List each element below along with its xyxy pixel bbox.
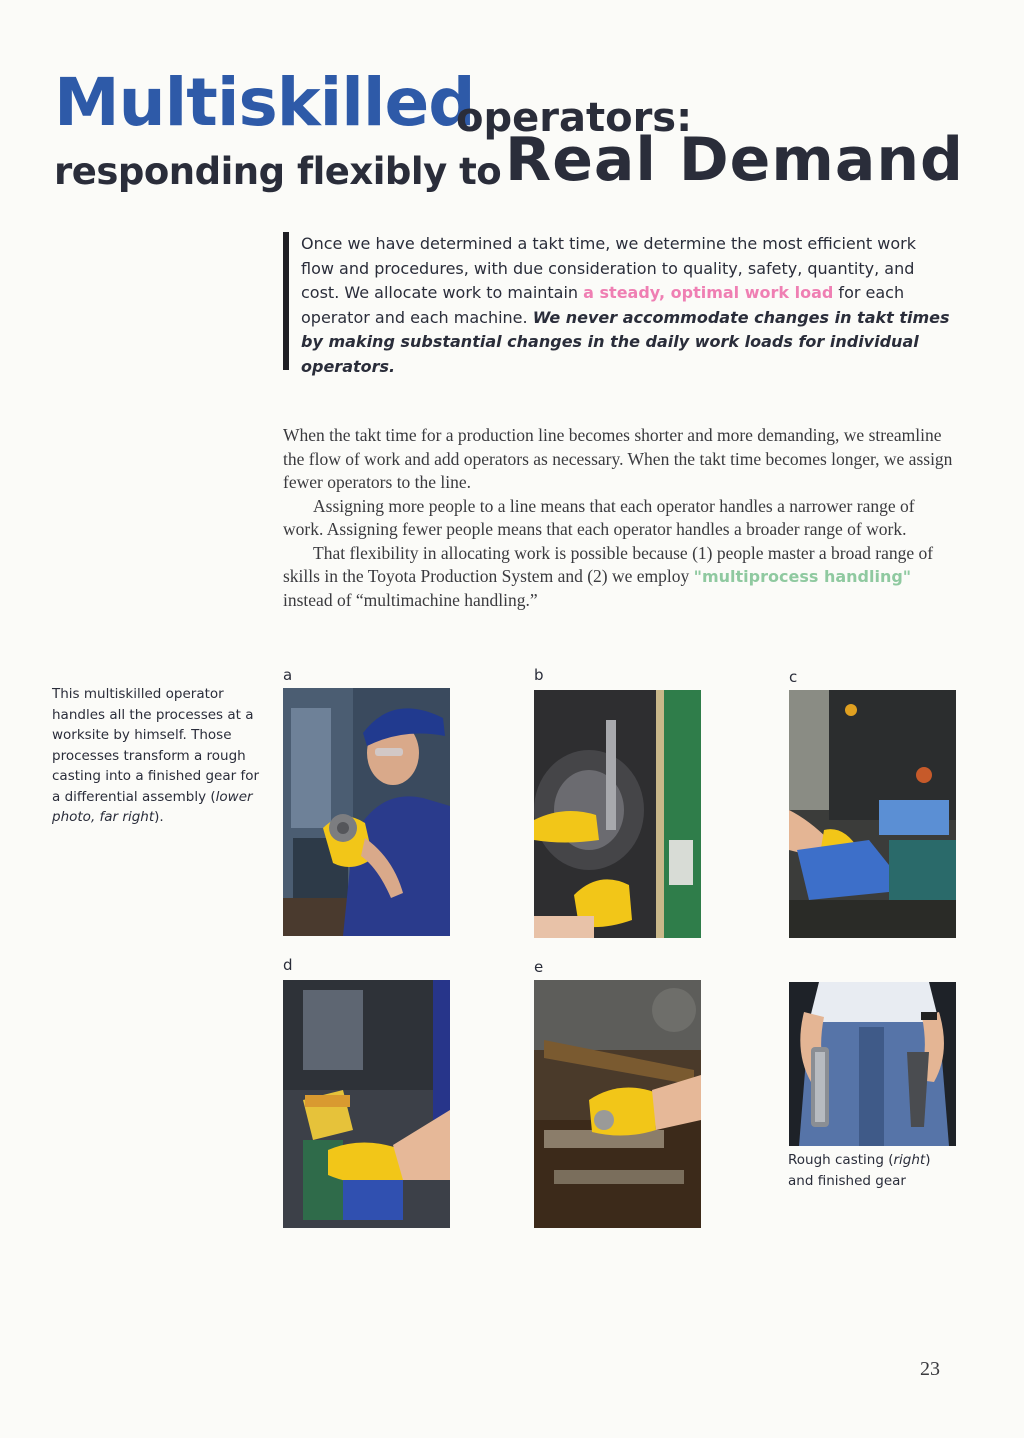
intro-paragraph bbox=[301, 232, 951, 379]
body-p3-end: instead of “multimachine handling.” bbox=[283, 589, 538, 610]
gear-caption-end: ) and finished gear bbox=[788, 1152, 931, 1189]
photo-e-lathe bbox=[534, 980, 701, 1228]
title-operators: operators: bbox=[456, 95, 693, 141]
intro-rule bbox=[283, 232, 289, 370]
side-caption-end: ). bbox=[154, 809, 164, 825]
photo-b-machine-loading bbox=[534, 690, 701, 938]
gear-caption-italic: right bbox=[893, 1152, 926, 1168]
intro-text-1: Once we have determined a takt time, we determine the most efficient work flow and procedures, with due consideration to quality, safety, quantity, and cost. We allocate work to maintain bbox=[301, 234, 916, 302]
body-paragraph-2: Assigning more people to a line means that each operator handles a narrower range of work. Assigning fewer people means that each operator handles a broader range of work. bbox=[283, 495, 915, 539]
side-caption bbox=[52, 684, 270, 828]
title-multiskilled: Multiskilled bbox=[54, 64, 475, 141]
photo-label-b: b bbox=[534, 666, 544, 684]
page-number: 23 bbox=[920, 1358, 940, 1380]
photo-label-e: e bbox=[534, 958, 544, 976]
gear-caption-start: Rough casting ( bbox=[788, 1152, 894, 1168]
title-real-demand: Real Demand bbox=[505, 125, 965, 195]
photo-label-c: c bbox=[789, 668, 798, 686]
photo-label-d: d bbox=[283, 956, 293, 974]
intro-italic: We never accommodate changes in takt times by making substantial changes in the daily work loads for individual operators. bbox=[301, 307, 950, 376]
body-p3-highlight: "multiprocess handling" bbox=[693, 567, 912, 586]
side-caption-italic: lower photo, far right bbox=[52, 788, 253, 825]
body-paragraph-3 bbox=[283, 542, 953, 613]
side-caption-text: This multiskilled operator handles all the processes at a worksite by himself. Those processes transform a rough casting into a finished gear for a differential assembly ( bbox=[52, 686, 260, 805]
photo-label-a: a bbox=[283, 666, 293, 684]
title-responding: responding flexibly to bbox=[54, 150, 502, 193]
photo-a-operator-inspecting-gear bbox=[283, 688, 450, 936]
body-text bbox=[283, 424, 953, 612]
body-p3-start: That flexibility in allocating work is possible because (1) people master a broad range of skills in the Toyota Production System and (2) we employ bbox=[283, 542, 934, 586]
photo-c-blue-fixture bbox=[789, 690, 956, 938]
photo-gear-casting-and-finished bbox=[789, 982, 956, 1146]
body-paragraph-1: When the takt time for a production line becomes shorter and more demanding, we streamline the flow of work and add operators as necessary. When the takt time becomes longer, we assign fewer operators to the line. bbox=[283, 425, 953, 492]
intro-highlight: a steady, optimal work load bbox=[583, 283, 834, 302]
intro-text-2: for each operator and each machine. bbox=[301, 283, 905, 327]
gear-caption bbox=[788, 1150, 958, 1191]
photo-d-yellow-press bbox=[283, 980, 450, 1228]
